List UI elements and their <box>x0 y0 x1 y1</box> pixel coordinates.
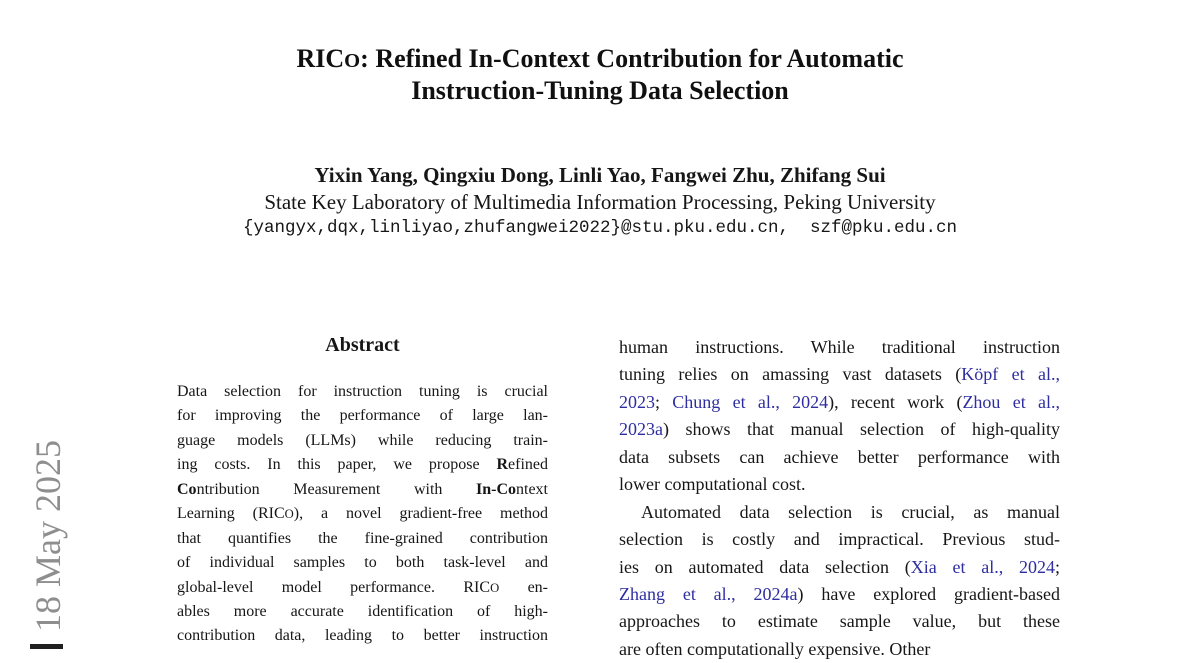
text-segment: RIC <box>296 44 345 73</box>
text-segment: ing costs. In this paper, we propose <box>177 456 497 474</box>
intro-text-line <box>619 526 1060 553</box>
text-segment: are often computationally expensive. Other <box>619 638 931 659</box>
text-segment: data subsets can achieve better performance with <box>619 446 1060 467</box>
smallcaps-letter: O <box>490 580 500 595</box>
bold-acronym-letter: R <box>496 456 509 474</box>
citation-link[interactable]: Xia et al., 2024 <box>910 556 1055 577</box>
bold-acronym-letter: In-Co <box>475 480 516 498</box>
abstract-text-line <box>177 380 548 404</box>
abstract-text-line <box>177 527 548 551</box>
abstract-heading: Abstract <box>325 334 400 356</box>
text-segment: ntribution Measurement with <box>196 480 476 498</box>
abstract-text-line <box>177 624 548 648</box>
paper-title <box>0 44 1200 106</box>
arxiv-watermark-fragment <box>30 644 63 649</box>
arxiv-watermark-date: 18 May 2025 <box>28 440 68 632</box>
smallcaps-letter: O <box>284 507 294 522</box>
text-segment: ) have explored gradient-based <box>797 583 1060 604</box>
text-segment: en- <box>499 578 548 596</box>
citation-link[interactable]: Chung et al., 2024 <box>672 391 829 412</box>
citation-link[interactable]: 2023 <box>619 391 655 412</box>
text-segment: ), recent work ( <box>828 391 963 412</box>
intro-text-line <box>619 389 1060 416</box>
text-segment: tuning relies on amassing vast datasets ( <box>619 364 962 385</box>
abstract-text-line <box>177 429 548 453</box>
abstract-column <box>177 380 548 649</box>
text-segment: efined <box>508 456 548 474</box>
text-segment: Learning (RIC <box>177 505 285 523</box>
text-segment: approaches to estimate sample value, but these <box>619 611 1060 632</box>
text-segment: for improving the performance of large lan- <box>177 407 548 425</box>
text-segment: contribution data, leading to better instruction <box>177 627 548 645</box>
citation-link[interactable]: 2023a <box>619 419 663 440</box>
text-segment: human instructions. While traditional instruction <box>619 337 1060 357</box>
intro-text-line <box>619 416 1060 443</box>
authors-line: Yixin Yang, Qingxiu Dong, Linli Yao, Fangwei Zhu, Zhifang Sui <box>314 163 886 187</box>
intro-text-line <box>619 499 1060 526</box>
intro-text-line <box>619 581 1060 608</box>
abstract-text-line <box>177 551 548 575</box>
intro-text-line <box>619 444 1060 471</box>
text-segment: Data selection for instruction tuning is crucial <box>177 383 548 400</box>
paper-title-line1 <box>0 44 1200 76</box>
paper-title-line2 <box>0 76 1200 106</box>
text-segment: that quantifies the fine-grained contribution <box>177 529 548 547</box>
intro-text-line <box>619 554 1060 581</box>
abstract-text-line <box>177 600 548 624</box>
abstract-text-line <box>177 478 548 502</box>
intro-text-line <box>619 608 1060 635</box>
intro-text-line <box>619 361 1060 388</box>
text-segment: guage models (LLMs) while reducing train- <box>177 431 548 449</box>
text-segment: Automated data selection is crucial, as manual <box>641 501 1060 522</box>
abstract-text-line <box>177 404 548 428</box>
text-segment: Instruction-Tuning Data Selection <box>411 76 789 105</box>
text-segment: ntext <box>516 480 548 498</box>
text-segment: : Refined In-Context Contribution for Automatic <box>360 44 904 73</box>
abstract-text-line <box>177 453 548 477</box>
intro-text-line <box>619 636 1060 663</box>
emails-line: {yangyx,dqx,linliyao,zhufangwei2022}@stu.pku.edu.cn, szf@pku.edu.cn <box>242 218 958 238</box>
bold-acronym-letter: Co <box>177 480 197 498</box>
abstract-text-line <box>177 576 548 600</box>
text-segment: ables more accurate identification of high- <box>177 602 548 620</box>
text-segment: ) shows that manual selection of high-quality <box>663 419 1060 440</box>
citation-link[interactable]: Köpf et al., <box>961 364 1060 385</box>
abstract-text-line <box>177 502 548 526</box>
intro-column <box>619 334 1060 663</box>
citation-link[interactable]: Zhang et al., 2024a <box>619 583 798 604</box>
intro-text-line <box>619 334 1060 361</box>
text-segment: of individual samples to both task-level and <box>177 554 548 572</box>
citation-link[interactable]: Zhou et al., <box>962 391 1060 412</box>
text-segment: ), a novel gradient-free method <box>293 505 549 523</box>
text-segment: ; <box>1054 556 1060 577</box>
affiliation-line: State Key Laboratory of Multimedia Information Processing, Peking University <box>264 190 936 214</box>
text-segment: ies on automated data selection ( <box>619 556 911 577</box>
text-segment: selection is costly and impractical. Previous stud- <box>619 529 1060 550</box>
text-segment: lower computational cost. <box>619 474 806 495</box>
text-segment: ; <box>655 391 673 412</box>
intro-text-line <box>619 471 1060 498</box>
text-segment: global-level model performance. RIC <box>177 578 491 596</box>
smallcaps-letter: O <box>344 50 361 72</box>
